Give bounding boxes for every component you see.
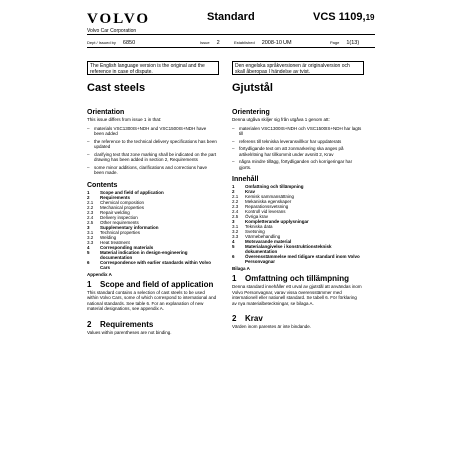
- toc-entry-number: 6: [232, 254, 235, 259]
- swedish-column: [232, 80, 362, 330]
- corporation-name: Volvo Car Corporation: [87, 28, 137, 34]
- english-orientation-intro: This issue differs from issue 1 in that:: [87, 117, 162, 122]
- toc-entry-number: 2.1: [87, 199, 94, 205]
- swedish-section-2-text: Värden inom parentes är inte bindande.: [232, 324, 312, 329]
- toc-entry-number: 4: [87, 244, 90, 250]
- english-section-1-number: 1: [87, 279, 92, 289]
- toc-entry-number: 1: [232, 184, 235, 189]
- english-appendix-entry: Appendix A: [87, 271, 112, 277]
- toc-entry-number: 3: [87, 224, 90, 230]
- toc-entry-title: Technical properties: [100, 229, 141, 235]
- english-section-1-title: Scope and field of application: [100, 279, 214, 289]
- swedish-section-2-heading: [232, 314, 362, 324]
- toc-entry-title: Värmebehandling: [245, 234, 281, 239]
- document-header: [0, 0, 458, 50]
- established-value: 2008-10: [261, 40, 282, 46]
- toc-entry-title: Corresponding materials: [100, 244, 154, 250]
- toc-entry-number: 2.5: [232, 214, 239, 219]
- page-field: [330, 40, 359, 46]
- toc-entry-number: 3.2: [87, 234, 94, 240]
- issue-field: [200, 40, 220, 46]
- toc-entry-title: Repair welding: [100, 209, 130, 215]
- document-number-main: VCS 1109,: [313, 11, 366, 23]
- toc-entry-number: 3: [232, 219, 235, 224]
- english-section-2-text: Values within parentheses are not binding.: [87, 329, 172, 335]
- toc-entry-title: Kompletterande upplysningar: [245, 219, 309, 224]
- swedish-section-1-heading: [232, 274, 362, 284]
- toc-entry-number: 2: [87, 194, 90, 200]
- toc-entry-title: Mechanical properties: [100, 204, 145, 210]
- toc-entry-number: 5: [232, 244, 235, 249]
- toc-entry-title: Tekniska data: [245, 224, 273, 229]
- established-field: [234, 40, 292, 46]
- toc-entry-title: Motsvarande material: [245, 239, 292, 244]
- english-orientation-item: – materials VSC1300IS+NDH and VSC1500IS+NDH have been added: [87, 126, 217, 137]
- toc-entry-title: Other requirements: [100, 219, 139, 225]
- toc-entry-number: 3.3: [232, 234, 239, 239]
- toc-entry-title: Materialangivelse i konstruktionsteknisk dokumentation: [245, 244, 332, 254]
- english-section-2-title: Requirements: [100, 319, 154, 329]
- issue-label: Issue: [200, 40, 210, 45]
- swedish-table-of-contents: [232, 184, 362, 264]
- toc-entry-number: 2.2: [87, 204, 94, 210]
- english-section-2-number: 2: [87, 319, 92, 329]
- swedish-appendix-entry: Bilaga A: [232, 266, 250, 271]
- toc-entry-title: Kontroll vid leverans: [245, 209, 286, 214]
- toc-entry-title: Material indication in design-engineering documentation: [100, 249, 188, 260]
- english-title: Cast steels: [87, 82, 146, 94]
- swedish-orientation-heading: Orientering: [232, 109, 270, 116]
- toc-entry-number: 2.3: [87, 209, 94, 215]
- toc-entry: [232, 254, 362, 264]
- toc-entry-number: 2.1: [232, 194, 239, 199]
- toc-entry-title: Chemical composition: [100, 199, 145, 205]
- swedish-orientation-item: – referens till tekniska leveransvillkor har uppdaterats: [232, 139, 362, 145]
- toc-entry-title: Kemisk sammansättning: [245, 194, 295, 199]
- toc-entry-title: Correspondence with earlier standards within Volvo Cars: [100, 259, 211, 270]
- english-contents-heading: Contents: [87, 181, 118, 189]
- established-label: Established: [234, 40, 255, 45]
- header-rule-top: [87, 34, 375, 35]
- document-type: Standard: [207, 11, 255, 23]
- toc-entry-number: 6: [87, 259, 90, 265]
- english-orientation-heading: Orientation: [87, 109, 125, 116]
- toc-entry-number: 1: [87, 189, 90, 195]
- toc-entry-title: Scope and field of application: [100, 189, 164, 195]
- toc-entry-title: Mekaniska egenskaper: [245, 199, 292, 204]
- swedish-title: Gjutstål: [232, 82, 273, 94]
- english-table-of-contents: [87, 190, 217, 270]
- english-orientation-item: – clarifying text that zone marking shall be indicated on the part drawing has been added in section 2, Requirements: [87, 152, 217, 163]
- toc-entry-number: 3.2: [232, 229, 239, 234]
- english-column: [87, 80, 217, 335]
- toc-entry-number: 2.5: [87, 219, 94, 225]
- toc-entry-number: 2.2: [232, 199, 239, 204]
- toc-entry: [87, 260, 217, 270]
- notice-box-swedish: Den engelska språkversionen är originalversion och skall åberopas I händelse av tvist.: [232, 61, 364, 75]
- page-label: Page: [330, 40, 340, 45]
- dept-label: Dept / Issued by: [87, 40, 116, 45]
- toc-entry-title: Reparationssvetsning: [245, 204, 289, 209]
- swedish-orientation-item: – förtydligande text om att zonmarkering ska anges på artikelritning har tillkommit under avsnitt 2, Krav: [232, 146, 362, 157]
- toc-entry-title: Welding: [100, 234, 117, 240]
- established-code: UM: [283, 40, 292, 46]
- toc-entry-title: Överensstämmelse med tidigare standard inom Volvo Personvagnar: [245, 254, 360, 264]
- swedish-section-1-text: Denna standard innehåller ett urval av gjutstål att användas inom Volvo Personvagnar, varav vissa överensstämmer med internationell eller nationell standard. Se tabell 6. För förklaring av nya materialbeteckningar, se bilaga A.: [232, 284, 362, 306]
- toc-entry-title: Heat treatment: [100, 239, 130, 245]
- toc-entry-title: Delivery inspection: [100, 214, 138, 220]
- toc-entry-number: 2.4: [87, 214, 94, 220]
- toc-entry-number: 3.1: [232, 224, 239, 229]
- issue-value: 2: [216, 40, 220, 46]
- swedish-section-1-title: Omfattning och tillämpning: [245, 274, 349, 283]
- english-section-1-heading: [87, 280, 217, 290]
- english-orientation-item: – the reference to the technical delivery specifications has been updated: [87, 139, 217, 150]
- toc-entry-title: Svetsning: [245, 229, 265, 234]
- swedish-orientation-item: – materialen VSC1300IS+NDH och VSC1500IS+NDH har lagts till: [232, 126, 362, 137]
- english-section-1-text: This standard contains a selection of cast steels to be used within Volvo Cars, some of which correspond to international and national standards. See table 6. For an explanation of new material designations, see appendix A.: [87, 289, 217, 311]
- dept-value: 6850: [122, 40, 136, 46]
- toc-entry: [232, 244, 362, 254]
- toc-entry-number: 2: [232, 189, 235, 194]
- toc-entry-title: Krav: [245, 189, 256, 194]
- notice-box-english: The English language version is the original and the reference in case of dispute.: [87, 61, 219, 75]
- swedish-orientation-item: – några mindre tillägg, förtydliganden och korrigeringar har gjorts.: [232, 159, 362, 170]
- toc-entry-title: Omfattning och tillämpning: [245, 184, 304, 189]
- swedish-section-2-number: 2: [232, 314, 237, 323]
- document-number-suffix: 19: [365, 13, 375, 22]
- toc-entry-number: 4: [232, 239, 235, 244]
- toc-entry-number: 3.1: [87, 229, 94, 235]
- header-rule-bottom: [87, 47, 375, 48]
- swedish-section-1-number: 1: [232, 274, 237, 283]
- brand-logo: VOLVO: [87, 11, 151, 27]
- page-value: 1(13): [346, 40, 360, 46]
- english-orientation-item: – some minor additions, clarifications and corrections have been made.: [87, 165, 217, 176]
- toc-entry-title: Supplementary information: [100, 224, 159, 230]
- toc-entry-number: 3.3: [87, 239, 94, 245]
- toc-entry-title: Övriga krav: [245, 214, 269, 219]
- document-number: [313, 11, 375, 23]
- toc-entry-number: 2.3: [232, 204, 239, 209]
- dept-field: [87, 40, 135, 46]
- toc-entry-title: Requirements: [100, 194, 131, 200]
- toc-entry-number: 5: [87, 249, 90, 255]
- swedish-section-2-title: Krav: [245, 314, 263, 323]
- english-section-2-heading: [87, 320, 217, 330]
- swedish-orientation-intro: Denna utgåva skiljer sig från utgåva 1 genom att:: [232, 117, 330, 122]
- swedish-contents-heading: Innehåll: [232, 176, 259, 183]
- toc-entry: [87, 250, 217, 260]
- toc-entry-number: 2.4: [232, 209, 239, 214]
